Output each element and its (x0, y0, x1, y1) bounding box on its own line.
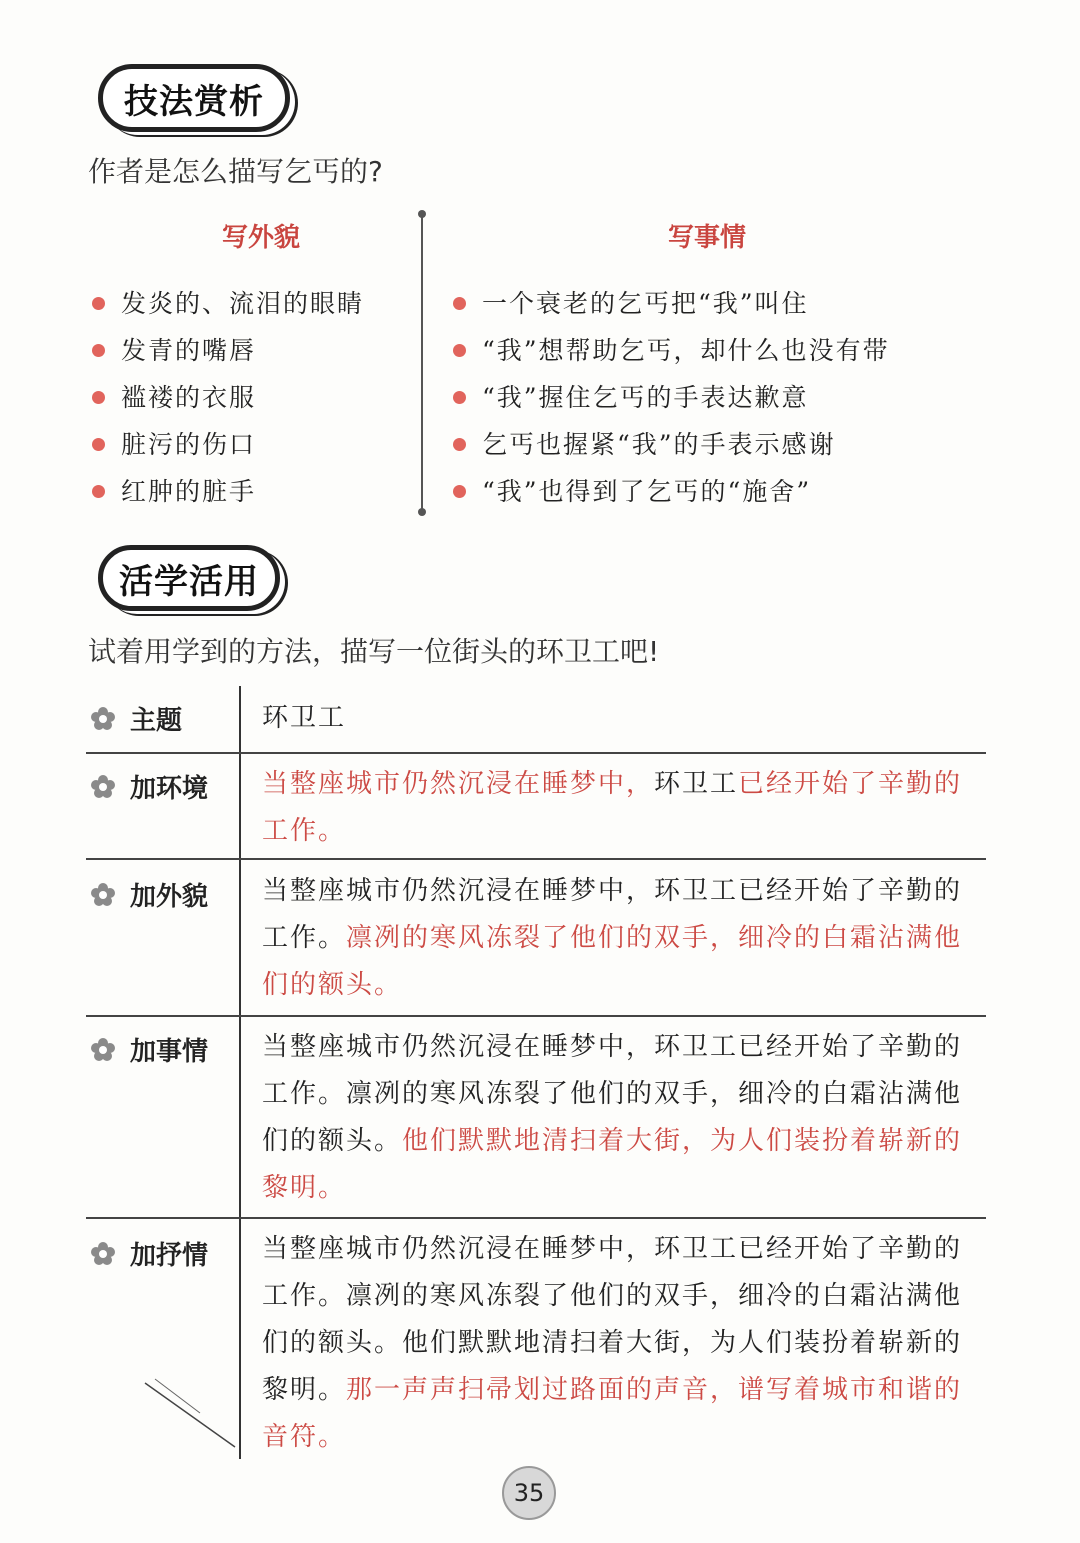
appearance-heading: 写外貌 (222, 223, 301, 253)
list-item: 褴褛的衣服 (92, 374, 364, 421)
bullet-dot-icon (453, 485, 466, 498)
practice-prompt: 试着用学到的方法，描写一位街头的环卫工吧! (88, 635, 660, 668)
bullet-dot-icon (453, 344, 466, 357)
row-label-emotion: 加抒情 (90, 1235, 208, 1272)
column-divider (421, 214, 423, 512)
bullet-dot-icon (92, 438, 105, 451)
appearance-list (92, 280, 364, 515)
table-row-divider (86, 1217, 986, 1219)
row-label-events: 加事情 (90, 1031, 208, 1068)
events-list (453, 280, 890, 515)
list-item: “我”也得到了乞丐的“施舍” (453, 468, 890, 515)
bullet-dot-icon (92, 485, 105, 498)
list-item: 红肿的脏手 (92, 468, 364, 515)
list-item: 脏污的伤口 (92, 421, 364, 468)
row-text-environment: 当整座城市仍然沉浸在睡梦中，环卫工已经开始了辛勤的工作。 (262, 769, 963, 846)
flower-icon (90, 1037, 116, 1063)
list-item: 发炎的、流泪的眼睛 (92, 280, 364, 327)
list-item: 发青的嘴唇 (92, 327, 364, 374)
technique-question: 作者是怎么描写乞丐的? (88, 155, 383, 188)
list-item: 乞丐也握紧“我”的手表示感谢 (453, 421, 890, 468)
section-title-technique: 技法赏析 (98, 64, 290, 132)
list-item: “我”握住乞丐的手表达歉意 (453, 374, 890, 421)
list-item: “我”想帮助乞丐，却什么也没有带 (453, 327, 890, 374)
row-text-emotion: 当整座城市仍然沉浸在睡梦中，环卫工已经开始了辛勤的工作。凛冽的寒风冻裂了他们的双手，细冷的白霜沾满他们的额头。他们默默地清扫着大街，为人们装扮着崭新的黎明。那一声声扫帚划过路面的声音，谱写着城市和谐的音符。 (262, 1234, 963, 1452)
row-label-appearance: 加外貌 (90, 876, 208, 913)
row-label-topic: 主题 (90, 700, 182, 737)
flower-icon (90, 706, 116, 732)
table-row-divider (86, 1015, 986, 1017)
bullet-dot-icon (453, 438, 466, 451)
row-text-events: 当整座城市仍然沉浸在睡梦中，环卫工已经开始了辛勤的工作。凛冽的寒风冻裂了他们的双手，细冷的白霜沾满他们的额头。他们默默地清扫着大街，为人们装扮着崭新的黎明。 (262, 1032, 963, 1203)
pen-stroke-mark (140, 1375, 240, 1455)
row-text-appearance: 当整座城市仍然沉浸在睡梦中，环卫工已经开始了辛勤的工作。凛冽的寒风冻裂了他们的双手，细冷的白霜沾满他们的额头。 (262, 876, 963, 1000)
row-text-topic: 环卫工 (262, 703, 347, 733)
row-label-environment: 加环境 (90, 768, 208, 805)
bullet-dot-icon (92, 391, 105, 404)
flower-icon (90, 882, 116, 908)
section-title-practice: 活学活用 (98, 545, 280, 611)
table-row-divider (86, 858, 986, 860)
table-row-divider (86, 752, 986, 754)
bullet-dot-icon (92, 297, 105, 310)
list-item: 一个衰老的乞丐把“我”叫住 (453, 280, 890, 327)
bullet-dot-icon (453, 297, 466, 310)
events-heading: 写事情 (668, 223, 747, 253)
page-number: 35 (502, 1466, 556, 1520)
bullet-dot-icon (453, 391, 466, 404)
flower-icon (90, 1241, 116, 1267)
flower-icon (90, 774, 116, 800)
bullet-dot-icon (92, 344, 105, 357)
table-column-divider (239, 686, 241, 1459)
